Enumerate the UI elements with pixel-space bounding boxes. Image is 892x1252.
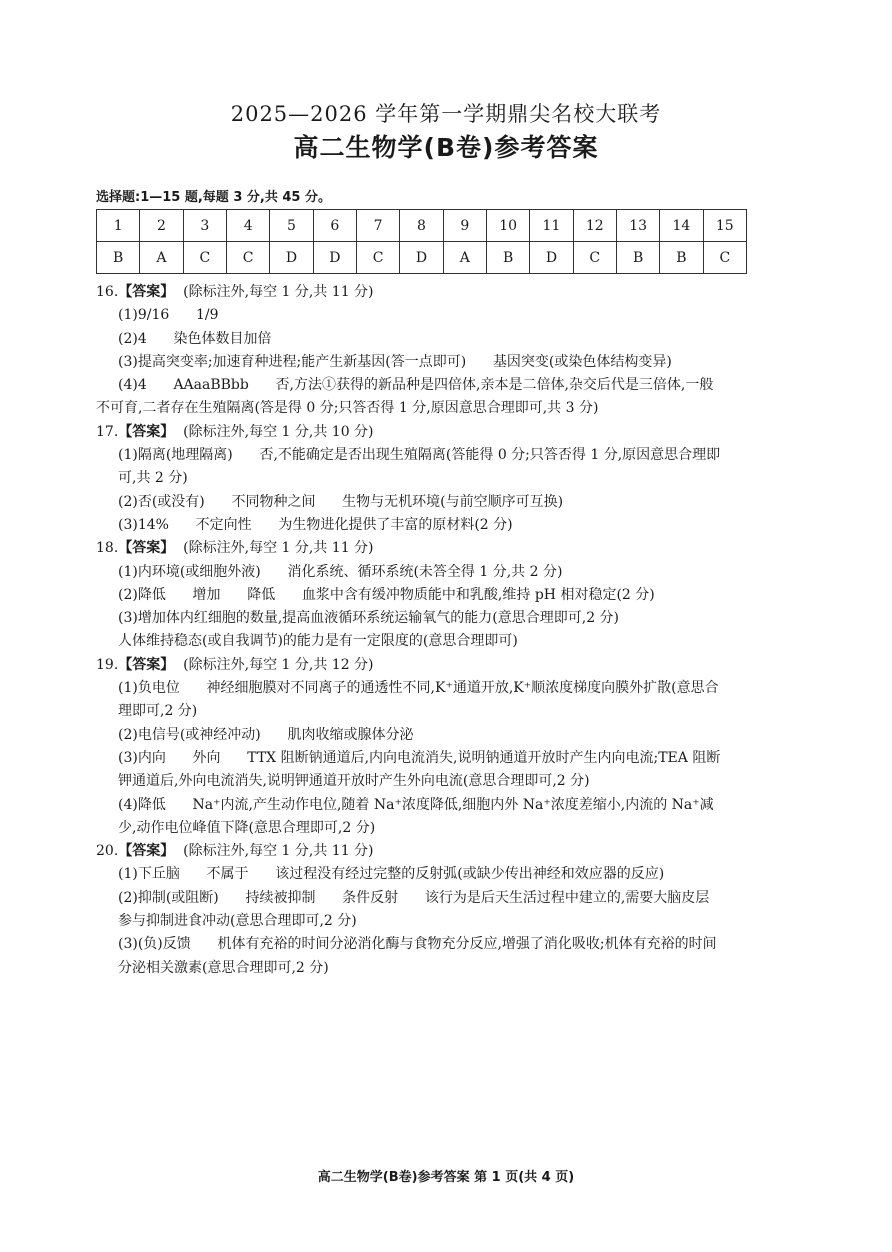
answer-line: (1)下丘脑 不属于 该过程没有经过完整的反射弧(或缺少传出神经和效应器的反应) bbox=[118, 866, 665, 883]
answer-line: 钾通道后,外向电流消失,说明钾通道开放时产生外向电流(意思合理即可,2 分) bbox=[118, 773, 590, 790]
answer-cell: C bbox=[183, 242, 226, 274]
answer-line: 理即可,2 分) bbox=[118, 703, 198, 720]
answer-cell: A bbox=[140, 242, 183, 274]
question-answer-block bbox=[96, 654, 806, 840]
answer-cell: B bbox=[660, 242, 703, 274]
question-answer-block bbox=[96, 537, 806, 653]
answer-line: 少,动作电位峰值下降(意思合理即可,2 分) bbox=[118, 819, 376, 836]
exam-title: 2025—2026 学年第一学期鼎尖名校大联考 bbox=[230, 102, 662, 126]
question-answer-block bbox=[96, 840, 806, 980]
answer-line: 参与抑制进食冲动(意思合理即可,2 分) bbox=[118, 913, 357, 930]
scoring-note: (除标注外,每空 1 分,共 11 分) bbox=[174, 540, 374, 557]
scoring-note: (除标注外,每空 1 分,共 10 分) bbox=[174, 423, 374, 440]
multiple-choice-heading: 选择题:1—15 题,每题 3 分,共 45 分。 bbox=[96, 190, 331, 205]
answer-line: (4)4 AAaaBBbb 否,方法①获得的新品种是四倍体,亲本是二倍体,杂交后代是三倍体,一般 bbox=[118, 377, 714, 394]
question-number-cell: 3 bbox=[183, 210, 226, 242]
question-number: 19. bbox=[96, 656, 119, 673]
question-number-row bbox=[97, 210, 747, 242]
scoring-note: (除标注外,每空 1 分,共 11 分) bbox=[174, 284, 374, 300]
answer-cell: C bbox=[703, 242, 746, 274]
question-number-cell: 15 bbox=[703, 210, 746, 242]
answer-line: (2)否(或没有) 不同物种之间 生物与无机环境(与前空顺序可互换) bbox=[118, 493, 564, 510]
scoring-note: (除标注外,每空 1 分,共 12 分) bbox=[174, 656, 374, 673]
answer-line: (3)(负)反馈 机体有充裕的时间分泌消化酶与食物充分反应,增强了消化吸收;机体有充裕的时间 bbox=[118, 936, 717, 953]
question-number: 16. bbox=[96, 284, 119, 300]
question-number-cell: 10 bbox=[486, 210, 529, 242]
answer-line: (4)降低 Na⁺内流,产生动作电位,随着 Na⁺浓度降低,细胞内外 Na⁺浓度差缩小,内流的 Na⁺减 bbox=[118, 796, 714, 813]
answer-line: (3)提高突变率;加速育种进程;能产生新基因(答一点即可) 基因突变(或染色体结构变异) bbox=[118, 353, 672, 370]
question-number-cell: 13 bbox=[616, 210, 659, 242]
question-number-cell: 6 bbox=[313, 210, 356, 242]
question-header bbox=[96, 421, 806, 444]
answer-cell: B bbox=[97, 242, 140, 274]
question-number-cell: 7 bbox=[356, 210, 399, 242]
question-number-cell: 4 bbox=[226, 210, 269, 242]
answers-section bbox=[96, 281, 806, 980]
answer-line: (2)降低 增加 降低 血浆中含有缓冲物质能中和乳酸,维持 pH 相对稳定(2 分) bbox=[118, 586, 655, 603]
answer-cell: A bbox=[443, 242, 486, 274]
answer-line: (1)9/16 1/9 bbox=[118, 307, 219, 324]
question-answer-block bbox=[96, 421, 806, 537]
answer-cell: B bbox=[616, 242, 659, 274]
page-footer: 高二生物学(B卷)参考答案 第 1 页(共 4 页) bbox=[317, 1170, 575, 1185]
answer-line: 人体维持稳态(或自我调节)的能力是有一定限度的(意思合理即可) bbox=[118, 633, 518, 650]
answer-cell: D bbox=[270, 242, 313, 274]
answer-row bbox=[97, 242, 747, 274]
answer-line: (3)14% 不定向性 为生物进化提供了丰富的原材料(2 分) bbox=[118, 516, 513, 533]
answer-line: 不可育,二者存在生殖隔离(答是得 0 分;只答否得 1 分,原因意思合理即可,共 3 分) bbox=[96, 400, 599, 417]
answer-line: 可,共 2 分) bbox=[118, 470, 188, 487]
question-number: 18. bbox=[96, 540, 119, 557]
document-title: 高二生物学(B卷)参考答案 bbox=[293, 133, 599, 162]
answer-line: (2)4 染色体数目加倍 bbox=[118, 330, 272, 347]
answer-cell: C bbox=[356, 242, 399, 274]
question-number-cell: 14 bbox=[660, 210, 703, 242]
answer-cell: B bbox=[486, 242, 529, 274]
answer-tag: 【答案】 bbox=[118, 656, 175, 673]
question-answer-block bbox=[96, 281, 806, 421]
answer-tag: 【答案】 bbox=[118, 540, 175, 557]
answer-cell: C bbox=[226, 242, 269, 274]
answer-line: (1)隔离(地理隔离) 否,不能确定是否出现生殖隔离(答能得 0 分;只答否得 1 分,原因意思合理即 bbox=[118, 447, 721, 464]
answer-key-table bbox=[96, 209, 747, 274]
question-number-cell: 5 bbox=[270, 210, 313, 242]
question-number-cell: 8 bbox=[400, 210, 443, 242]
question-number: 20. bbox=[96, 843, 119, 860]
answer-cell: D bbox=[530, 242, 573, 274]
answer-line: (2)抑制(或阻断) 持续被抑制 条件反射 该行为是后天生活过程中建立的,需要大脑皮层 bbox=[118, 889, 710, 906]
answer-line: (1)内环境(或细胞外液) 消化系统、循环系统(未答全得 1 分,共 2 分) bbox=[118, 563, 563, 580]
answer-tag: 【答案】 bbox=[118, 423, 175, 440]
question-number-cell: 9 bbox=[443, 210, 486, 242]
scoring-note: (除标注外,每空 1 分,共 11 分) bbox=[174, 843, 374, 860]
answer-tag: 【答案】 bbox=[118, 284, 175, 300]
question-header bbox=[96, 840, 806, 863]
question-number-cell: 2 bbox=[140, 210, 183, 242]
question-header bbox=[96, 654, 806, 677]
answer-cell: D bbox=[400, 242, 443, 274]
question-header bbox=[96, 281, 806, 304]
answer-line: (2)电信号(或神经冲动) 肌肉收缩或腺体分泌 bbox=[118, 726, 414, 743]
question-header bbox=[96, 537, 806, 560]
question-number: 17. bbox=[96, 423, 119, 440]
question-number-cell: 11 bbox=[530, 210, 573, 242]
answer-line: (3)增加体内红细胞的数量,提高血液循环系统运输氧气的能力(意思合理即可,2 分) bbox=[118, 610, 620, 627]
answer-cell: C bbox=[573, 242, 616, 274]
answer-line: (3)内向 外向 TTX 阻断钠通道后,内向电流消失,说明钠通道开放时产生内向电流;TEA 阻断 bbox=[118, 749, 721, 766]
answer-line: (1)负电位 神经细胞膜对不同离子的通透性不同,K⁺通道开放,K⁺顺浓度梯度向膜外扩散(意思合 bbox=[118, 680, 719, 697]
answer-line: 分泌相关激素(意思合理即可,2 分) bbox=[118, 959, 329, 976]
question-number-cell: 1 bbox=[97, 210, 140, 242]
answer-tag: 【答案】 bbox=[118, 843, 175, 860]
answer-cell: D bbox=[313, 242, 356, 274]
question-number-cell: 12 bbox=[573, 210, 616, 242]
